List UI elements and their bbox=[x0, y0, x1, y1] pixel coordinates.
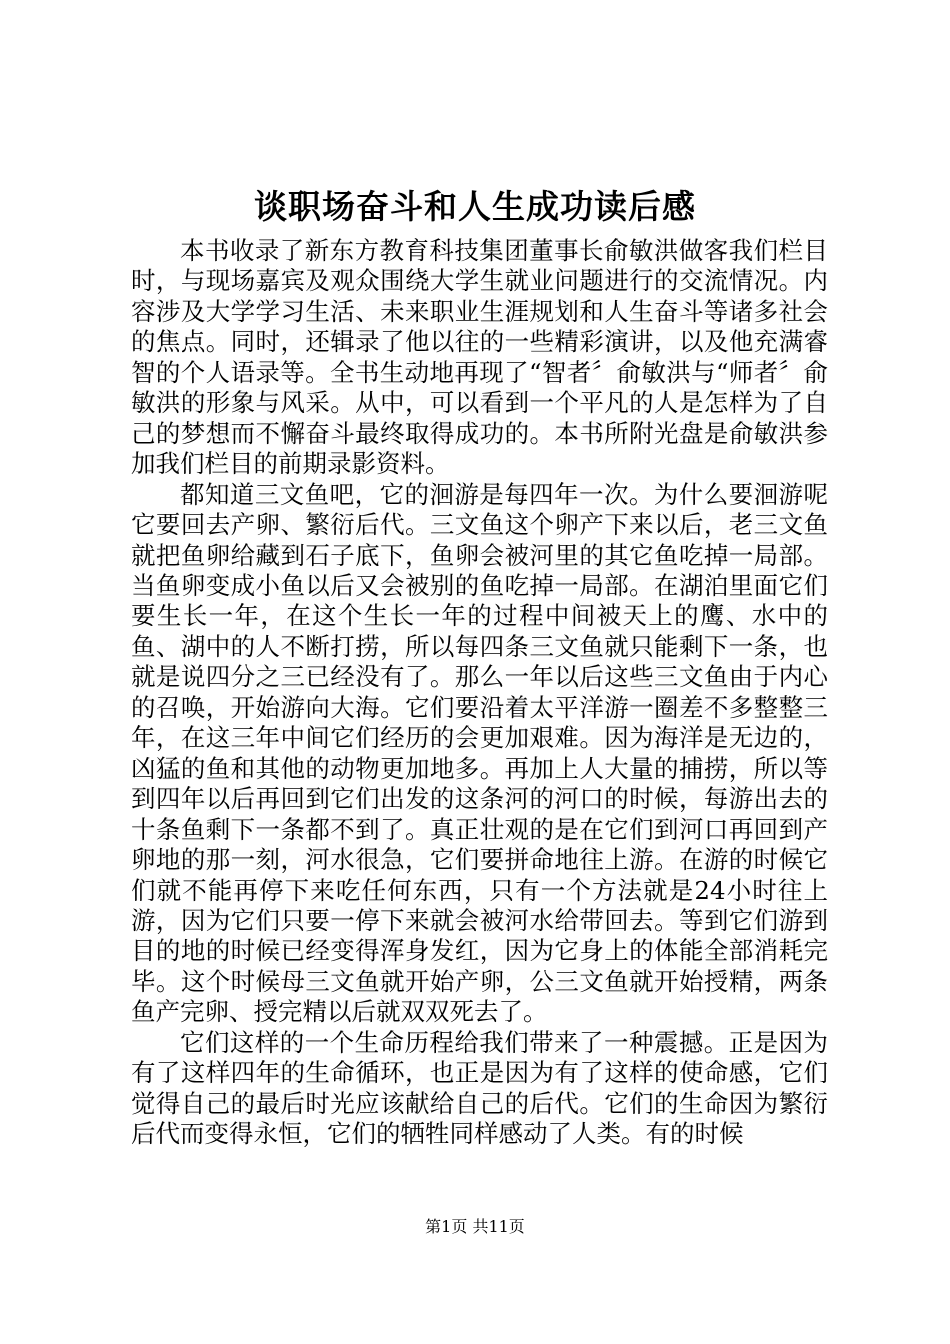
paragraph: 它们这样的一个生命历程给我们带来了一种震撼。正是因为有了这样四年的生命循环，也正是因为有了这样的使命感，它们觉得自己的最后时光应该献给自己的后代。它们的生命因为繁衍后代而变得永恒，它们的牺牲同样感动了人类。有的时候 bbox=[131, 1027, 828, 1149]
paragraph: 本书收录了新东方教育科技集团董事长俞敏洪做客我们栏目时，与现场嘉宾及观众围绕大学生就业问题进行的交流情况。内容涉及大学学习生活、未来职业生涯规划和人生奋斗等诸多社会的焦点。同时，还辑录了他以往的一些精彩演讲，以及他充满睿智的个人语录等。全书生动地再现了“智者〞俞敏洪与“师者〞俞敏洪的形象与风采。从中，可以看到一个平凡的人是怎样为了自己的梦想而不懈奋斗最终取得成功的。本书所附光盘是俞敏洪参加我们栏目的前期录影资料。 bbox=[131, 236, 828, 479]
document-body bbox=[131, 236, 828, 1150]
document-title: 谈职场奋斗和人生成功读后感 bbox=[254, 187, 696, 226]
paragraph: 都知道三文鱼吧，它的洄游是每四年一次。为什么要洄游呢它要回去产卵、繁衍后代。三文鱼这个卵产下来以后，老三文鱼就把鱼卵给藏到石子底下，鱼卵会被河里的其它鱼吃掉一局部。当鱼卵变成小鱼以后又会被别的鱼吃掉一局部。在湖泊里面它们要生长一年，在这个生长一年的过程中间被天上的鹰、水中的鱼、湖中的人不断打捞，所以每四条三文鱼就只能剩下一条，也就是说四分之三已经没有了。那么一年以后这些三文鱼由于内心的召唤，开始游向大海。它们要沿着太平洋游一圈差不多整整三年，在这三年中间它们经历的会更加艰难。因为海洋是无边的，凶猛的鱼和其他的动物更加地多。再加上人大量的捕捞，所以等到四年以后再回到它们出发的这条河的河口的时候，每游出去的十条鱼剩下一条都不到了。真正壮观的是在它们到河口再回到产卵地的那一刻，河水很急，它们要拼命地往上游。在游的时候它们就不能再停下来吃任何东西，只有一个方法就是24小时往上游，因为它们只要一停下来就会被河水给带回去。等到它们游到目的地的时候已经变得浑身发红，因为它身上的体能全部消耗完毕。这个时候母三文鱼就开始产卵，公三文鱼就开始授精，两条鱼产完卵、授完精以后就双双死去了。 bbox=[131, 479, 828, 1027]
page-number-footer: 第1页 共11页 bbox=[425, 1217, 525, 1236]
